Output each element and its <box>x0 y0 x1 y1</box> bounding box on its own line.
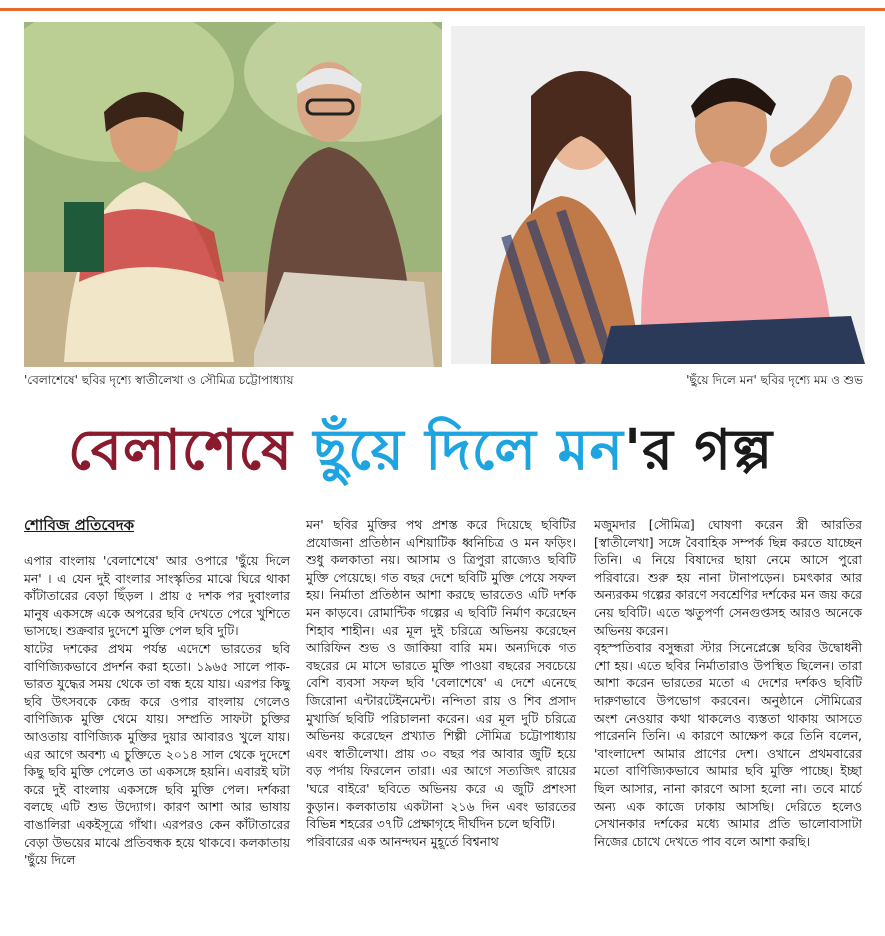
top-rule <box>0 8 885 11</box>
headline <box>68 410 828 490</box>
photo-belasheshe <box>24 22 442 367</box>
photo-chhuye-dile-mon <box>451 26 865 364</box>
paragraph: বৃহস্পতিবার বসুন্ধরা স্টার সিনেপ্লেক্সে ছবির উদ্বোধনী শো হয়। এতে ছবির নির্মাতারাও উপস্থিত ছিলেন। তারা আশা করেন ভারতের মতো এ দেশের দর্শকও ছবিটি দারুণভাবে উপভোগ করবেন। অনুষ্ঠানে সৌমিত্রের অংশ নেওয়ার কথা থাকলেও ব্যস্ততা থাকায় আসতে পারেননি তিনি। এ কারণে আক্ষেপ করে তিনি বলেন, 'বাংলাদেশ আমার প্রাণের দেশ। ওখানে প্রথমবারের মতো বাণিজ্যিকভাবে আমার ছবি মুক্তি পাচ্ছে। ইচ্ছা ছিল আসার, নানা কারণে আসা হলো না। তবে মার্চে অন্য এক কাজে ঢাকায় আসছি। দেরিতে হলেও সেখানকার দর্শকের মধ্যে আমার প্রতি ভালোবাসাটা নিজের চোখে দেখতে পাব বলে আশা করছি। <box>594 640 862 849</box>
photo-chhuye-illustration <box>451 26 865 364</box>
photo-belasheshe-illustration <box>24 22 442 367</box>
article-column-2 <box>306 516 576 850</box>
paragraph: মজুমদার [সৌমিত্র] ঘোষণা করেন স্ত্রী আরতির [স্বাতীলেখা] সঙ্গে বৈবাহিক সম্পর্ক ছিন্ন করতে যাচ্ছেন তিনি। এ নিয়ে বিষাদের ছায়া নেমে আসে পুরো পরিবারে। শুরু হয় নানা টানাপড়েন। চমৎকার আর অন্যরকম গল্পের কারণে সবশ্রেণির দর্শকের মন জয় করে নেয় ছবিটি। এতে ঋতুপর্ণা সেনগুপ্তসহ আরও অনেকে অভিনয় করেন। <box>594 517 862 638</box>
caption-left: 'বেলাশেষে' ছবির দৃশ্যে স্বাতীলেখা ও সৌমিত্র চট্টোপাধ্যায় <box>24 373 294 387</box>
article-column-1 <box>24 552 290 869</box>
paragraph: মন' ছবির মুক্তির পথ প্রশস্ত করে দিয়েছে ছবিটির প্রযোজনা প্রতিষ্ঠান এশিয়াটিক ধ্বনিচিত্র ও মন ফড়িং। শুধু কলকাতা নয়। আসাম ও ত্রিপুরা রাজ্যেও ছবিটি মুক্তি পেয়েছে। গত বছর দেশে ছবিটি মুক্তি পেয়ে সফল হয়। নির্মাতা প্রতিষ্ঠান আশা করছে ভারতেও এটি দর্শক মন কাড়বে। রোমান্টিক গল্পের এ ছবিটি নির্মাণ করেছেন শিহাব শাহীন। এর মূল দুই চরিত্রে অভিনয় করেছেন আরিফিন শুভ ও জাকিয়া বারি মম। অন্যদিকে গত বছরের মে মাসে ভারতে মুক্তি পাওয়া বছরের সবচেয়ে বেশি ব্যবসা সফল ছবি 'বেলাশেষে' এ দেশে এনেছে জিরোনা এন্টারটেইনমেন্ট। নন্দিতা রায় ও শিব প্রসাদ মুখার্জি ছবিটি পরিচালনা করেন। এর মূল দুটি চরিত্রে অভিনয় করেছেন প্রখ্যাত শিল্পী সৌমিত্র চট্টোপাধ্যায় এবং স্বাতীলেখা। প্রায় ৩০ বছর পর আবার জুটি হয়ে বড় পর্দায় ফিরলেন তারা। এর আগে সত্যজিৎ রায়ের 'ঘরে বাইরে' ছবিতে অভিনয় করে এ জুটি প্রশংসা কুড়ান। কলকাতায় একটানা ২১৬ দিন এবং ভারতের বিভিন্ন শহরের ৩৭টি প্রেক্ষাগৃহে দীর্ঘদিন চলে ছবিটি। <box>306 517 576 832</box>
byline: শোবিজ প্রতিবেদক <box>24 516 135 534</box>
paragraph: ষাটের দশকের প্রথম পর্যন্ত এদেশে ভারতের ছবি বাণিজ্যিকভাবে প্রদর্শন করা হতো। ১৯৬৫ সালে পাক-ভারত যুদ্ধের সময় থেকে তা বন্ধ হয়ে যায়। এরপর কিছু ছবি উৎসবকে কেন্দ্র করে ওপার বাংলায় গেলেও বাণিজ্যিক মুক্তি থেমে যায়। সম্প্রতি সাফটা চুক্তির আওতায় বাণিজ্যিক মুক্তির দুয়ার আবারও খুলে যায়। এর আগে অবশ্য এ চুক্তিতে ২০১৪ সাল থেকে দুদেশে কিছু ছবি মুক্তি পেলেও তা একসঙ্গে হয়নি। এবারই ঘটা করে দুই বাংলায় একসঙ্গে ছবি মুক্তি পেল। দর্শকরা বলছে এটি শুভ উদ্যোগ। কারণ আশা আর ভাষায় বাঙালিরা একইসূত্রে গাঁথা। এরপরও কেন কাঁটাতারের বেড়া উভয়ের মাঝে প্রতিবন্ধক হয়ে থাকবে। কলকাতায় 'ছুঁয়ে দিলে <box>24 640 290 868</box>
paragraph: পরিবারের এক আনন্দঘন মুহূর্তে বিশ্বনাথ <box>306 833 499 849</box>
headline-part2: ছুঁয়ে দিলে মন <box>313 417 624 483</box>
article-column-3 <box>594 516 862 850</box>
caption-right: 'ছুঁয়ে দিলে মন' ছবির দৃশ্যে মম ও শুভ <box>686 373 863 387</box>
headline-part3: 'র গল্প <box>623 417 774 483</box>
paragraph: এপার বাংলায় 'বেলাশেষে' আর ওপারে 'ছুঁয়ে দিলে মন' । এ যেন দুই বাংলার সাংস্কৃতির মাঝে ঘিরে থাকা কাঁটাতারের বেড়া ছিঁড়ল । প্রায় ৫ দশক পর দুবাংলার মানুষ একসঙ্গে একে অপরের ছবি দেখতে পেরে খুশিতে ভাসছে। শুক্রবার দুদেশে মুক্তি পেল ছবি দুটি। <box>24 553 290 639</box>
headline-part1: বেলাশেষে <box>68 417 293 483</box>
